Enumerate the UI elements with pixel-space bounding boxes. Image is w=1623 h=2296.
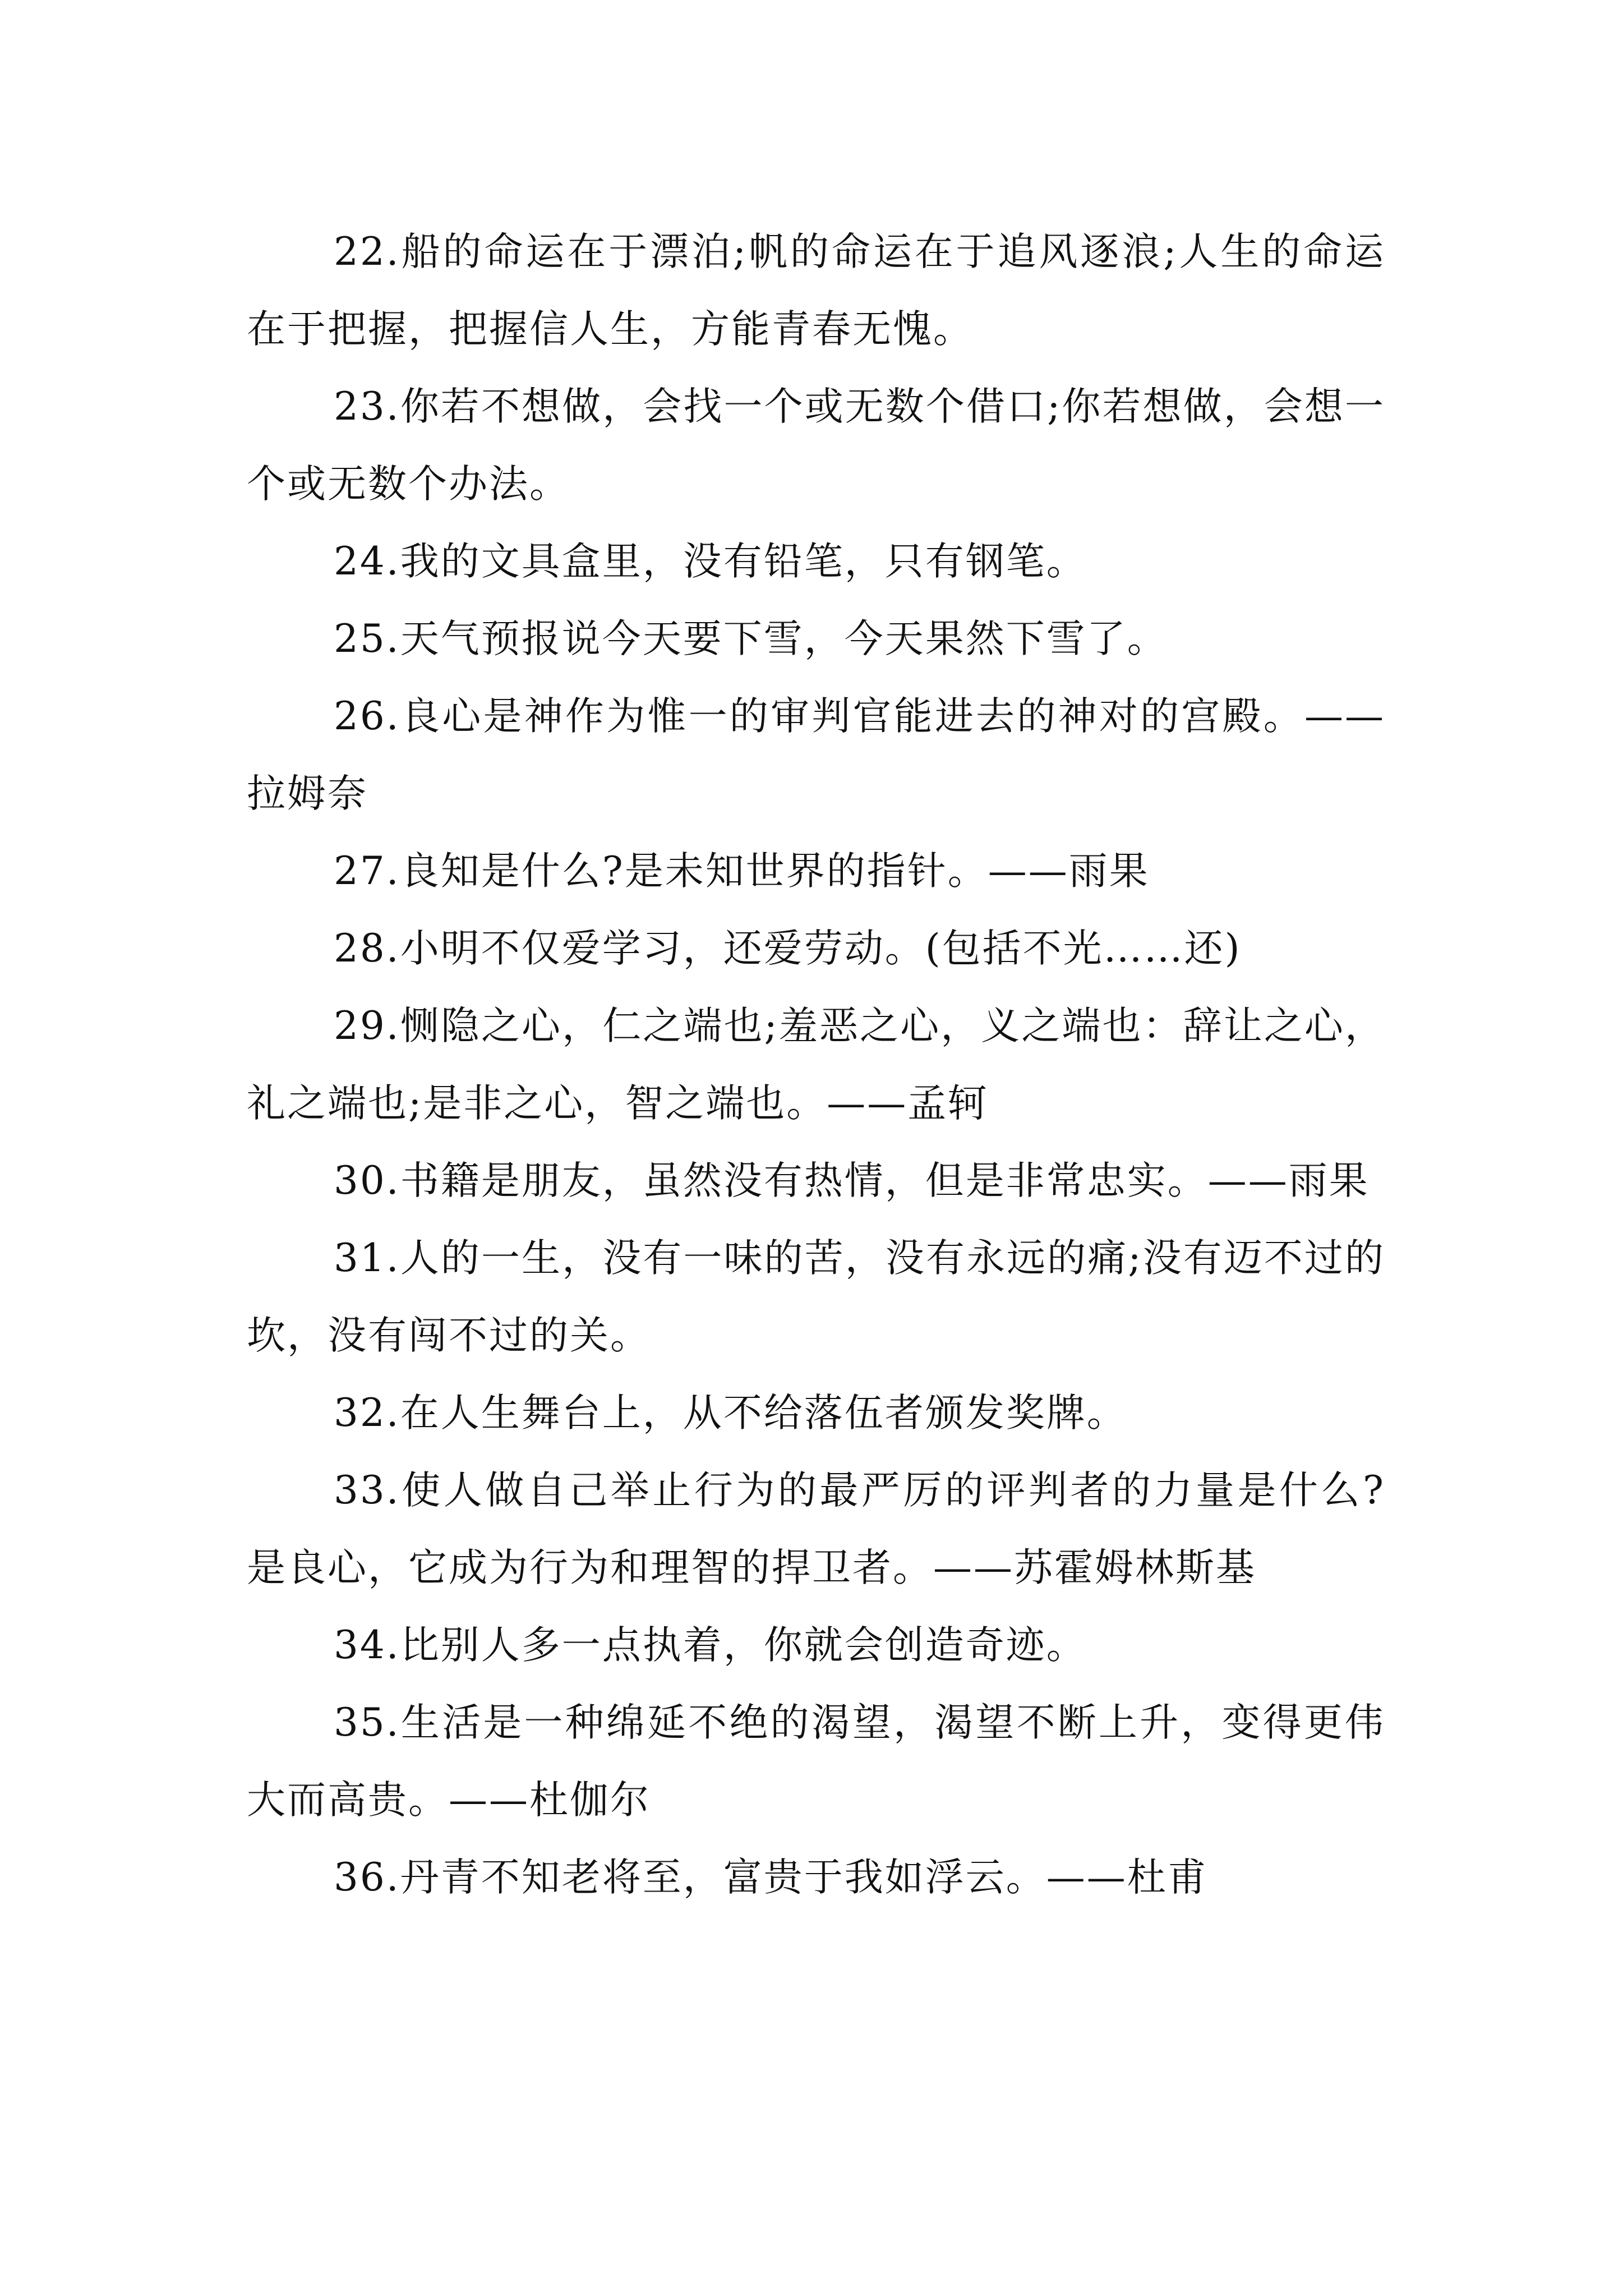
quote-paragraph-24: 24.我的文具盒里，没有铅笔，只有钢笔。 (334, 539, 1087, 584)
quote-paragraph-35: 35.生活是一种绵延不绝的渴望，渴望不断上升，变得更伟大而高贵。——杜伽尔 (247, 1700, 1385, 1823)
quote-paragraph-33: 33.使人做自己举止行为的最严厉的评判者的力量是什么?是良心，它成为行为和理智的捍卫者。——苏霍姆林斯基 (247, 1468, 1385, 1590)
quote-paragraph-27: 27.良知是什么?是未知世界的指针。——雨果 (334, 849, 1150, 894)
quote-paragraph-32: 32.在人生舞台上，从不给落伍者颁发奖牌。 (334, 1391, 1127, 1435)
quote-paragraph-25: 25.天气预报说今天要下雪，今天果然下雪了。 (334, 616, 1168, 661)
quote-paragraph-23: 23.你若不想做，会找一个或无数个借口;你若想做，会想一个或无数个办法。 (247, 384, 1385, 507)
quote-paragraph-28: 28.小明不仅爱学习，还爱劳动。(包括不光……还) (334, 926, 1242, 971)
quote-paragraph-26: 26.良心是神作为惟一的审判官能进去的神对的宫殿。——拉姆奈 (247, 694, 1385, 816)
quote-paragraph-22: 22.船的命运在于漂泊;帆的命运在于追风逐浪;人生的命运在于把握，把握信人生，方能青春无愧。 (247, 229, 1385, 352)
quote-paragraph-29: 29.恻隐之心，仁之端也;羞恶之心，义之端也：辞让之心，礼之端也;是非之心，智之端也。——孟轲 (247, 1004, 1385, 1126)
quote-paragraph-30: 30.书籍是朋友，虽然没有热情，但是非常忠实。——雨果 (334, 1158, 1370, 1203)
quote-paragraph-36: 36.丹青不知老将至，富贵于我如浮云。——杜甫 (334, 1855, 1208, 1900)
body-text (247, 213, 1385, 1916)
quote-paragraph-31: 31.人的一生，没有一味的苦，没有永远的痛;没有迈不过的坎，没有闯不过的关。 (247, 1236, 1385, 1358)
quote-paragraph-34: 34.比别人多一点执着，你就会创造奇迹。 (334, 1623, 1087, 1668)
